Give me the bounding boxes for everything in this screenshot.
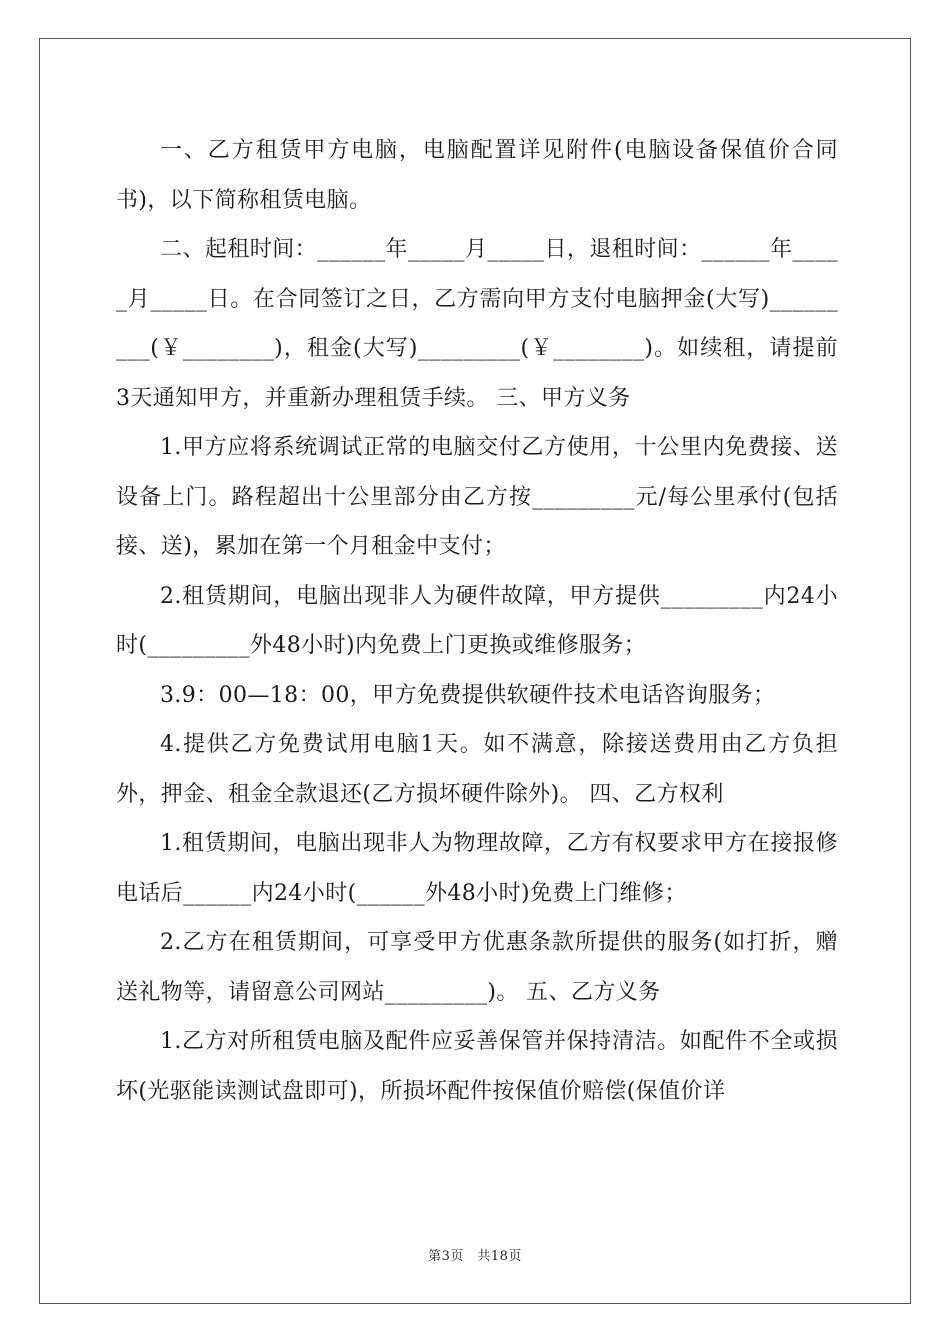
- party-b-duty-1: 1.乙方对所租赁电脑及配件应妥善保管并保持清洁。如配件不全或损坏(光驱能读测试盘即可)，所损坏配件按保值价赔偿(保值价详: [116, 1029, 838, 1104]
- party-b-right-2: 2.乙方在租赁期间，可享受甲方优惠条款所提供的服务(如打折，赠送礼物等，请留意公司网站_________)。 五、乙方义务: [116, 930, 838, 1005]
- party-a-duty-1: 1.甲方应将系统调试正常的电脑交付乙方使用，十公里内免费接、送设备上门。路程超出十公里部分由乙方按_________元/每公里承付(包括接、送)，累加在第一个月租金中支付；: [116, 435, 838, 559]
- party-a-duty-4: 4.提供乙方免费试用电脑1天。如不满意，除接送费用由乙方负担外，押金、租金全款退还(乙方损坏硬件除外)。 四、乙方权利: [116, 732, 838, 807]
- party-b-right-1: 1.租赁期间，电脑出现非人为物理故障，乙方有权要求甲方在接报修电话后______内24小时(______外48小时)免费上门维修；: [116, 831, 838, 906]
- document-body: [116, 126, 838, 1116]
- page-number-footer: 第3页 共18页: [428, 1249, 522, 1264]
- clause-two-rental-period: 二、起租时间：______年_____月_____日，退租时间：______年_____月_____日。在合同签订之日，乙方需向甲方支付电脑押金(大写)_________(￥________)，租金(大写)_________(￥________)。如续租，请提前3天通知甲方，并重新办理租赁手续。 三、甲方义务: [116, 237, 838, 411]
- party-a-duty-3: 3.9：00—18：00，甲方免费提供软硬件技术电话咨询服务；: [160, 682, 776, 708]
- party-a-duty-2: 2.租赁期间，电脑出现非人为硬件故障，甲方提供_________内24小时(_________外48小时)内免费上门更换或维修服务；: [116, 583, 838, 658]
- clause-one: 一、乙方租赁甲方电脑，电脑配置详见附件(电脑设备保值价合同书)，以下简称租赁电脑。: [116, 138, 838, 213]
